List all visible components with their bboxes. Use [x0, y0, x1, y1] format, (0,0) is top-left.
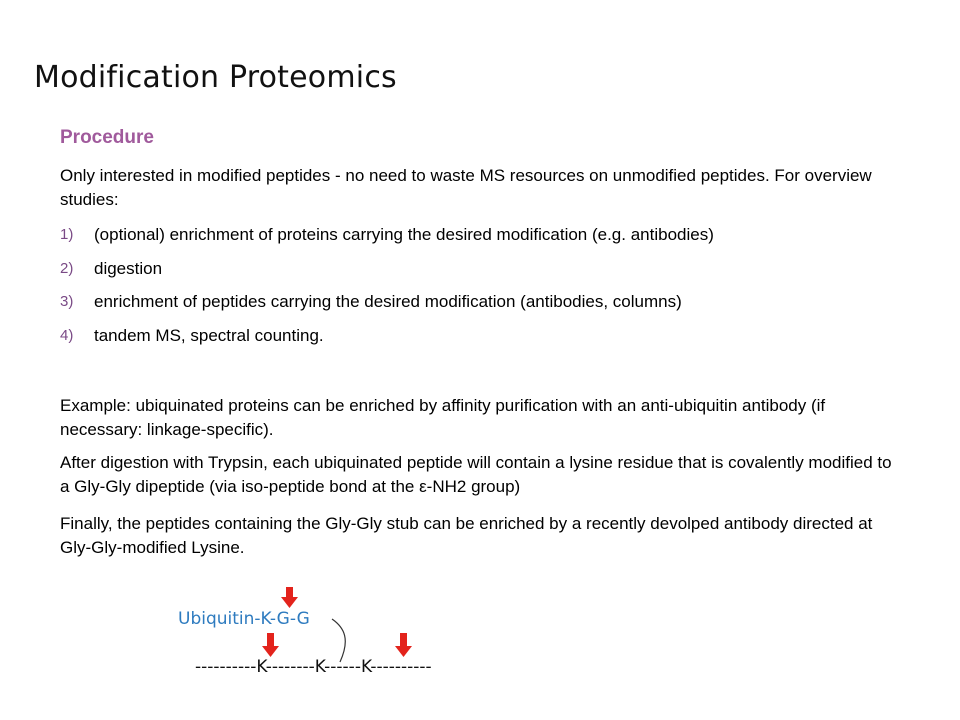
ubiquitin-label: Ubiquitin-K-G-G — [178, 609, 310, 629]
step-number: 2) — [60, 260, 74, 277]
step-number: 1) — [60, 226, 74, 243]
slide-title: Modification Proteomics — [34, 60, 397, 95]
digestion-paragraph: After digestion with Trypsin, each ubiquinated peptide will contain a lysine residue that is covalently modified to a Gly-Gly dipeptide (via iso-peptide bond at the ε-NH2 group) — [60, 453, 892, 496]
step-number: 3) — [60, 293, 74, 310]
step-number: 4) — [60, 327, 74, 344]
enrichment-paragraph: Finally, the peptides containing the Gly-Gly stub can be enriched by a recently devolped antibody directed at Gly-Gly-modified Lysine. — [60, 514, 873, 557]
isopeptide-bond-line — [332, 619, 345, 662]
section-heading: Procedure — [60, 127, 154, 148]
cleavage-arrow-right — [395, 633, 412, 657]
intro-paragraph: Only interested in modified peptides - no need to waste MS resources on unmodified peptides. For overview studies: — [60, 166, 872, 209]
step-text: (optional) enrichment of proteins carrying the desired modification (e.g. antibodies) — [94, 225, 714, 244]
example-paragraph: Example: ubiquinated proteins can be enriched by affinity purification with an anti-ubiquitin antibody (if necessary: linkage-specific). — [60, 396, 826, 439]
modification-arrow-top — [281, 587, 298, 608]
cleavage-arrow-left — [262, 633, 279, 657]
step-text: enrichment of peptides carrying the desired modification (antibodies, columns) — [94, 292, 682, 311]
step-text: digestion — [94, 259, 163, 278]
peptide-chain: ----------K--------K------K---------- — [195, 657, 432, 677]
step-text: tandem MS, spectral counting. — [94, 326, 324, 345]
